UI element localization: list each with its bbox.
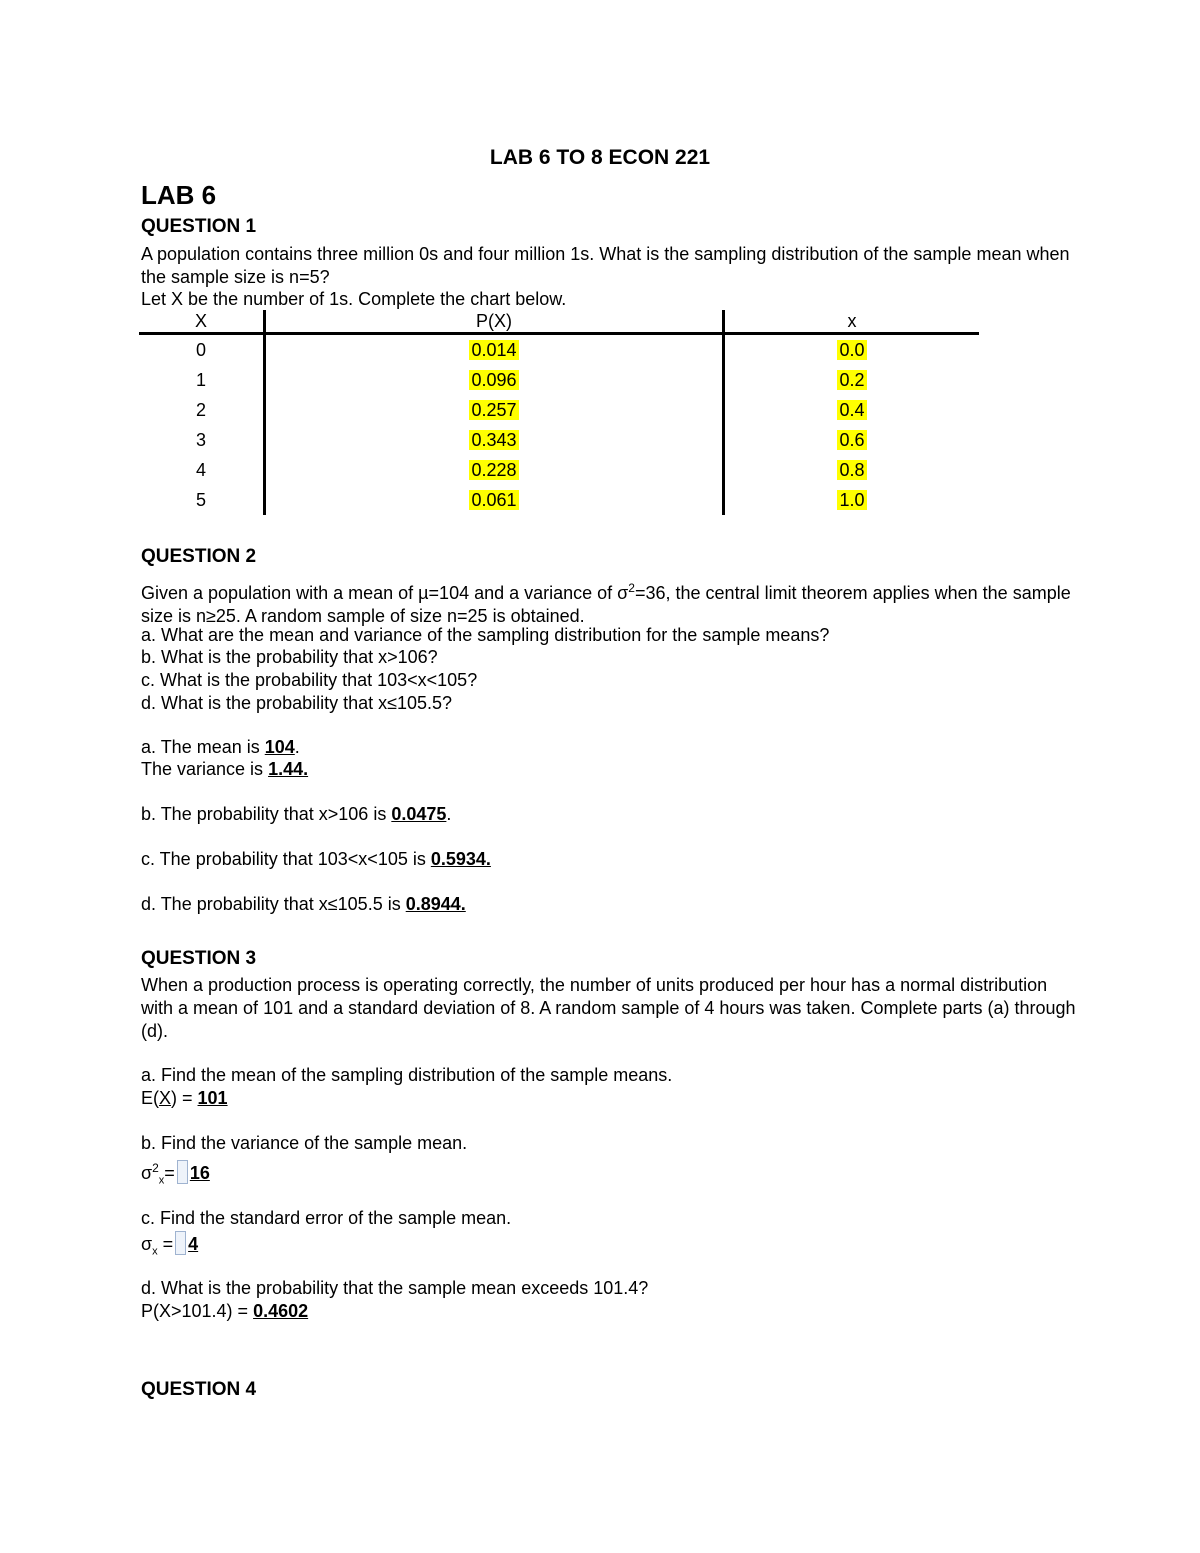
cell-x: 5 (139, 485, 265, 515)
answer-2c (141, 848, 491, 871)
sigma-subscript: x (152, 1245, 158, 1258)
equation-placeholder-box (177, 1160, 188, 1184)
answer-suffix: . (446, 804, 452, 824)
cell-x: 3 (139, 425, 265, 455)
lab-heading: LAB 6 (141, 180, 217, 210)
header-px: P(X) (265, 310, 724, 334)
cell-sample-mean: 1.0 (839, 489, 865, 510)
answer-value: 101 (197, 1088, 228, 1108)
answer-label: = (157, 1234, 174, 1254)
question-3c-prompt: c. Find the standard error of the sample mean. (141, 1208, 512, 1228)
cell-probability: 0.014 (471, 339, 517, 360)
question-2-part-d: d. What is the probability that x≤105.5? (141, 693, 453, 713)
question-2-part-c: c. What is the probability that 103<x<105? (141, 670, 478, 690)
answer-label: The variance is (141, 759, 269, 779)
answer-2a-variance (141, 758, 308, 781)
cell-probability: 0.228 (471, 459, 517, 480)
answer-2d (141, 893, 466, 916)
sigma-superscript: 2 (152, 1161, 159, 1175)
answer-label: = (164, 1163, 175, 1183)
answer-value: 1.44. (268, 759, 309, 779)
answer-value: 0.5934. (430, 849, 491, 869)
cell-x: 2 (139, 395, 265, 425)
header-xbar: x (724, 310, 980, 334)
answer-label: X (159, 1088, 172, 1108)
answer-2b (141, 803, 451, 826)
cell-probability: 0.096 (471, 369, 517, 390)
answer-label: b. The probability that x>106 is (141, 804, 392, 824)
question-2-intro (141, 577, 1081, 628)
table-row (139, 365, 979, 395)
cell-sample-mean: 0.8 (839, 459, 865, 480)
question-2-intro-a: Given a population with a mean of µ=104 and a variance of σ (141, 583, 629, 603)
answer-value: 104 (264, 737, 295, 757)
question-1-heading: QUESTION 1 (141, 216, 257, 237)
table-header-row (139, 310, 979, 334)
equation-placeholder-box (175, 1231, 186, 1255)
answer-value: 4 (188, 1234, 199, 1254)
answer-label: d. The probability that x≤105.5 is (141, 894, 406, 914)
answer-label: a. The mean is (141, 737, 265, 757)
cell-sample-mean: 0.6 (839, 429, 865, 450)
answer-3b (141, 1157, 210, 1193)
question-3a-prompt: a. Find the mean of the sampling distribution of the sample means. (141, 1065, 673, 1085)
cell-sample-mean: 0.4 (839, 399, 865, 420)
question-1-instruction: Let X be the number of 1s. Complete the chart below. (141, 289, 567, 309)
answer-value: 0.4602 (253, 1301, 309, 1321)
question-3b-prompt: b. Find the variance of the sample mean. (141, 1133, 468, 1153)
question-3-heading: QUESTION 3 (141, 948, 257, 969)
question-2-intro-sup: 2 (628, 581, 635, 595)
cell-probability: 0.343 (471, 429, 517, 450)
sigma-subscript: x (158, 1174, 165, 1187)
answer-label: E( (141, 1088, 159, 1108)
table-row (139, 334, 979, 366)
cell-probability: 0.061 (471, 489, 517, 510)
cell-sample-mean: 0.0 (839, 339, 865, 360)
sigma-symbol: σ (141, 1163, 153, 1183)
table-row (139, 395, 979, 425)
cell-sample-mean: 0.2 (839, 369, 865, 390)
question-2-part-b: b. What is the probability that x>106? (141, 647, 438, 667)
answer-suffix: . (294, 737, 300, 757)
sampling-distribution-table (139, 310, 979, 515)
question-2-part-a: a. What are the mean and variance of the sampling distribution for the sample means? (141, 625, 830, 645)
sigma-symbol: σ (141, 1234, 153, 1254)
answer-3d (141, 1300, 308, 1323)
answer-3c (141, 1231, 198, 1264)
answer-3a (141, 1087, 228, 1110)
answer-label: c. The probability that 103<x<105 is (141, 849, 431, 869)
document-title: LAB 6 TO 8 ECON 221 (489, 146, 711, 169)
answer-label: P(X>101.4) = (141, 1301, 254, 1321)
question-2-intro-b: =36, the central limit theorem applies when the sample size is n≥25. A random sample of size n=25 is obtained. (141, 583, 1071, 626)
table-row (139, 485, 979, 515)
question-3-text: When a production process is operating correctly, the number of units produced per hour has a normal distribution with a mean of 101 and a standard deviation of 8. A random sample of 4 hours was taken. Complete parts (a) through (d). (141, 975, 1076, 1041)
cell-probability: 0.257 (471, 399, 517, 420)
header-x: X (139, 310, 265, 334)
answer-value: 0.8944. (405, 894, 466, 914)
answer-label: ) = (171, 1088, 198, 1108)
cell-x: 4 (139, 455, 265, 485)
answer-value: 0.0475 (391, 804, 447, 824)
table-row (139, 425, 979, 455)
answer-2a-mean (141, 736, 300, 759)
table-row (139, 455, 979, 485)
cell-x: 1 (139, 365, 265, 395)
answer-value: 16 (189, 1163, 210, 1183)
question-4-heading: QUESTION 4 (141, 1379, 257, 1400)
question-2-heading: QUESTION 2 (141, 546, 257, 567)
cell-x: 0 (139, 334, 265, 366)
question-3d-prompt: d. What is the probability that the sample mean exceeds 101.4? (141, 1278, 649, 1298)
question-1-text: A population contains three million 0s and four million 1s. What is the sampling distribution of the sample mean when the sample size is n=5? (141, 244, 1070, 287)
